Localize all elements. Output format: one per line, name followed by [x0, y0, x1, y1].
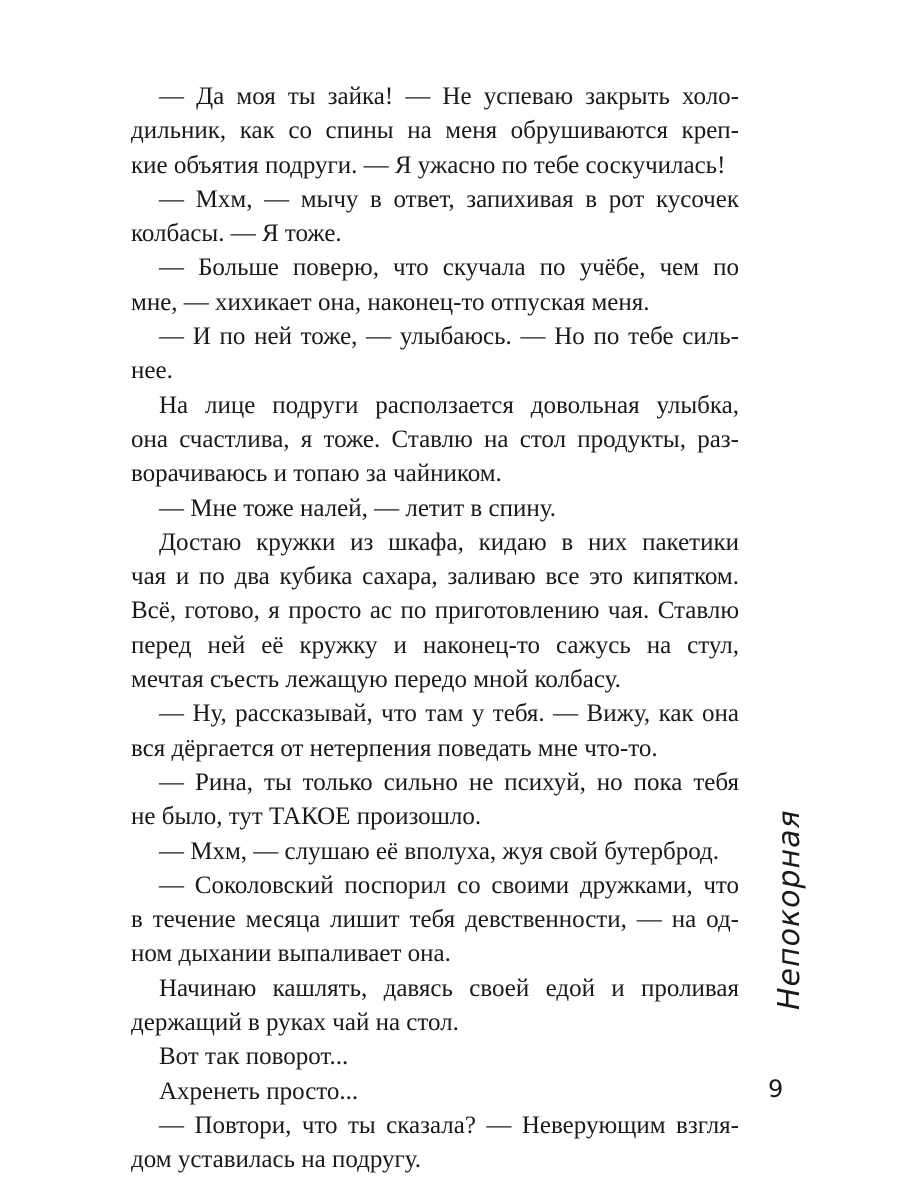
paragraph — [131, 1109, 739, 1178]
text-line: мечтая съесть лежащую передо мной колбасу. — [131, 666, 621, 694]
text-line: мне, — хихикает она, наконец-то отпуская меня. — [131, 288, 650, 316]
text-line: чая и по два кубика сахара, заливаю все это кипятком. — [131, 563, 739, 591]
text-line: На лице подруги расползается довольная улыбка, — [159, 391, 739, 419]
text-line: — Да моя ты зайка! — Не успеваю закрыть холо- — [159, 83, 739, 110]
text-line: Всё, готово, я просто ас по приготовлению чая. Ставлю — [131, 597, 739, 625]
paragraph — [131, 972, 739, 1041]
text-line: — Мхм, — слушаю её вполуха, жуя свой бутерброд. — [159, 837, 719, 865]
paragraph — [131, 492, 739, 526]
paragraph — [131, 389, 739, 492]
paragraph — [131, 526, 739, 697]
text-line: не было, тут ТАКОЕ произошло. — [131, 803, 482, 831]
text-line: она счастлива, я тоже. Ставлю на стол продукты, раз- — [131, 425, 739, 453]
text-line: ном дыхании выпаливает она. — [131, 940, 451, 968]
paragraph — [131, 869, 739, 972]
text-line: колбасы. — Я тоже. — [131, 220, 342, 248]
paragraph — [131, 1075, 739, 1109]
text-line: вся дёргается от нетерпения поведать мне что-то. — [131, 734, 658, 762]
paragraph — [131, 1040, 739, 1074]
text-line: — Ну, рассказывай, что там у тебя. — Вижу, как она — [159, 700, 739, 728]
text-line: — Мхм, — мычу в ответ, запихивая в рот кусочек — [159, 185, 739, 213]
text-line: дом уставилась на подругу. — [131, 1146, 422, 1174]
text-line: в течение месяца лишит тебя девственности, — на од- — [131, 906, 739, 934]
paragraph — [131, 80, 739, 183]
text-line: — И по ней тоже, — улыбаюсь. — Но по тебе силь- — [159, 323, 739, 351]
text-line: дильник, как со спины на меня обрушиваются креп- — [131, 117, 739, 145]
paragraph — [131, 183, 739, 252]
paragraph — [131, 697, 739, 766]
text-line: кие объятия подруги. — Я ужасно по тебе соскучилась! — [131, 151, 726, 179]
text-line: Вот так поворот... — [159, 1043, 349, 1071]
paragraph — [131, 766, 739, 835]
text-line: ворачиваюсь и топаю за чайником. — [131, 460, 502, 488]
text-line: Ахренеть просто... — [159, 1077, 359, 1105]
text-line: — Больше поверю, что скучала по учёбе, чем по — [159, 254, 739, 282]
paragraph — [131, 320, 739, 389]
text-line: Достаю кружки из шкафа, кидаю в них пакетики — [159, 528, 739, 556]
text-line: — Соколовский поспорил со своими дружками, что — [159, 871, 739, 899]
text-line: держащий в руках чай на стол. — [131, 1009, 459, 1037]
text-line: Начинаю кашлять, давясь своей едой и проливая — [159, 974, 739, 1002]
paragraph — [131, 251, 739, 320]
body-text — [131, 80, 739, 1178]
text-line: нее. — [131, 357, 173, 385]
paragraph — [131, 835, 739, 869]
text-line: — Мне тоже налей, — летит в спину. — [159, 494, 556, 522]
text-line: — Рина, ты только сильно не психуй, но пока тебя — [159, 768, 739, 796]
page-number: 9 — [768, 1075, 784, 1103]
running-title: Непокорная — [772, 809, 807, 1010]
text-line: — Повтори, что ты сказала? — Неверующим взгля- — [159, 1111, 739, 1139]
text-line: перед ней её кружку и наконец-то сажусь на стул, — [131, 631, 739, 659]
